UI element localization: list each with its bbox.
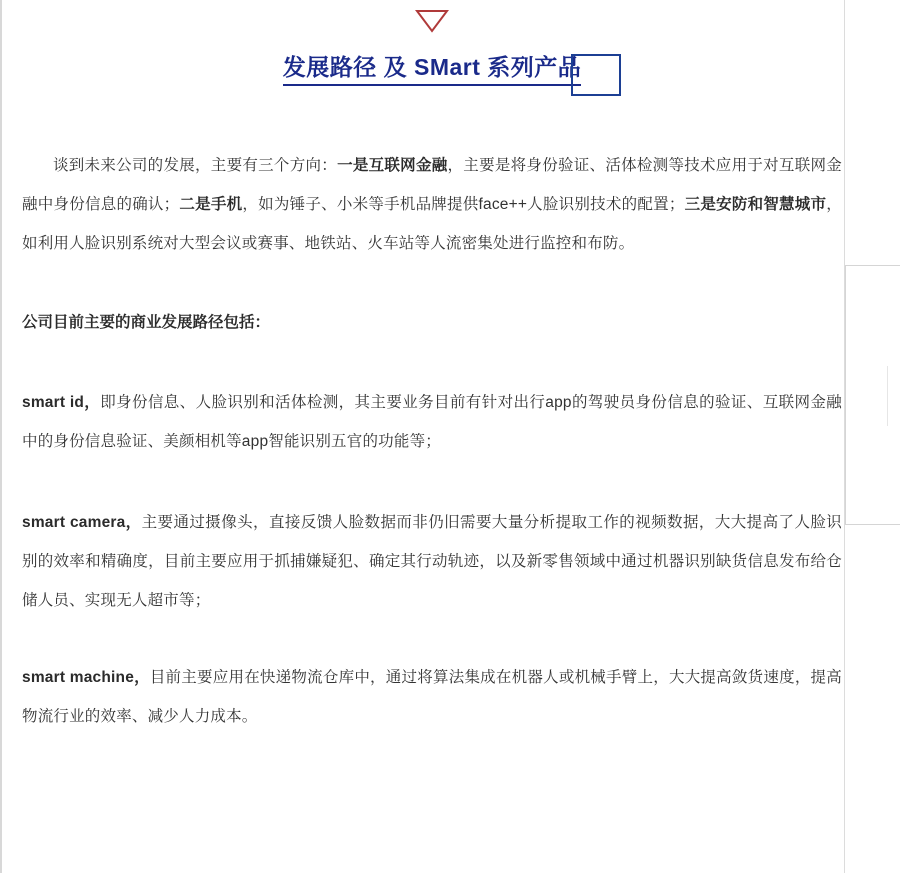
spacer <box>22 263 842 305</box>
intro-run-3: 二是手机 <box>179 196 243 213</box>
intro-paragraph <box>22 146 842 263</box>
side-panel[interactable] <box>845 265 900 525</box>
spacer <box>22 104 842 146</box>
smart-machine-paragraph <box>22 658 842 736</box>
intro-run-2: ，主要是将身份验证、活体检测等技术应用于对互联网金融中身份信息的确认； <box>22 157 842 213</box>
smart-machine-body: 目前主要应用在快递物流仓库中，通过将算法集成在机器人或机械手臂上，大大提高敛货速度，提高物流行业的效率、减少人力成本。 <box>22 669 842 725</box>
smart-machine-lead: smart machine， <box>22 669 150 686</box>
spacer <box>22 341 842 383</box>
document-content <box>22 0 842 736</box>
section-heading: 公司目前主要的商业发展路径包括： <box>22 314 271 331</box>
side-panel-tick <box>887 366 888 426</box>
smart-camera-paragraph <box>22 503 842 620</box>
intro-run-4: ，如为锤子、小米等手机品牌提供face++人脸识别技术的配置； <box>242 196 685 213</box>
right-gutter <box>844 0 900 873</box>
intro-run-0: 谈到未来公司的发展，主要有三个方向： <box>53 157 338 174</box>
title-area <box>22 52 842 98</box>
smart-id-lead: smart id， <box>22 394 101 411</box>
page-left-rule <box>0 0 2 873</box>
smart-camera-lead: smart camera， <box>22 514 142 531</box>
intro-run-5: 三是 <box>684 196 717 213</box>
triangle-ornament-icon <box>22 4 842 38</box>
smart-id-body: 即身份信息、人脸识别和活体检测，其主要业务目前有针对出行app的驾驶员身份信息的验证、互联网金融中的身份信息验证、美颜相机等app智能识别五官的功能等； <box>22 394 842 450</box>
smart-camera-body: 主要通过摄像头，直接反馈人脸数据而非仍旧需要大量分析提取工作的视频数据，大大提高了人脸识别的效率和精确度，目前主要应用于抓捕嫌疑犯、确定其行动轨迹，以及新零售领域中通过机器识别缺货信息发布给仓储人员、实现无人超市等； <box>22 514 842 609</box>
smart-id-paragraph <box>22 383 842 461</box>
page-title: 发展路径 及 SMart 系列产品 <box>283 52 582 86</box>
spacer <box>22 620 842 658</box>
intro-run-7: ，如利用人脸识别系统对大型会议或赛事、地铁站、火车站等人流密集处进行监控和布防。 <box>22 196 842 252</box>
spacer <box>22 461 842 503</box>
intro-run-6: 安防和智慧城市 <box>716 196 827 213</box>
intro-run-1: 一是互联网金融 <box>337 157 448 174</box>
